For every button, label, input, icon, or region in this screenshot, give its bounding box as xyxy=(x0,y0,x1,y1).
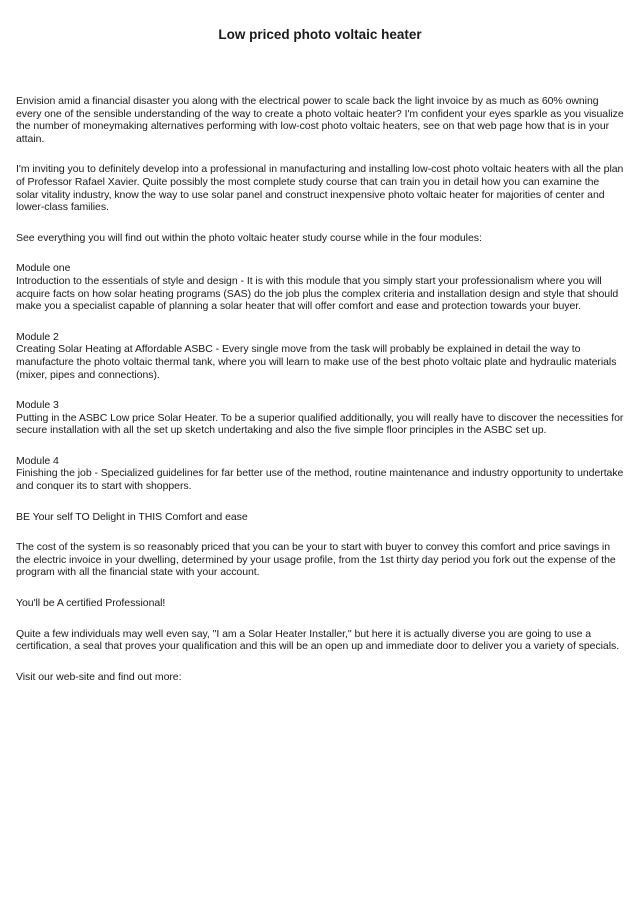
invitation-paragraph: I'm inviting you to definitely develop into a professional in manufacturing and installing low-cost photo voltaic heaters with all the plan of Professor Rafael Xavier. Quite possibly the most complete study course that can train you in detail how you can examine the solar vitality industry, know the way to use solar panel and construct inexpensive photo voltaic heater for majorities of center and lower-class families. xyxy=(16,163,624,214)
module-section xyxy=(16,331,624,381)
comfort-paragraph: BE Your self TO Delight in THIS Comfort and ease xyxy=(16,510,248,523)
document-title: Low priced photo voltaic heater xyxy=(218,27,422,42)
module-description: Finishing the job - Specialized guidelines for far better use of the method, routine maintenance and industry opportunity to undertake and conquer its to start with shoppers. xyxy=(16,467,624,493)
module-heading: Module one xyxy=(16,262,71,275)
intro-paragraph: Envision amid a financial disaster you along with the electrical power to scale back the light invoice by as much as 60% owning every one of the sensible understanding of the way to create a photo voltaic heater? I'm confident your eyes sparkle as you visualize the number of moneymaking alternatives performing with low-cost photo voltaic heaters, see on that web page how that is in your attain. xyxy=(16,95,624,145)
certified-paragraph: You'll be A certified Professional! xyxy=(16,597,166,610)
module-section xyxy=(16,399,624,437)
module-heading: Module 2 xyxy=(16,330,59,343)
visit-paragraph: Visit our web-site and find out more: xyxy=(16,670,182,683)
module-description: Creating Solar Heating at Affordable ASBC - Every single move from the task will probably be explained in detail the way to manufacture the photo voltaic thermal tank, where you will learn to make use of the best photo voltaic plate and hydraulic materials (mixer, pipes and connections). xyxy=(16,343,617,381)
module-description: Putting in the ASBC Low price Solar Heater. To be a superior qualified additionally, you will really have to discover the necessities for secure installation with all the set up sketch undertaking and also the five simple floor principles in the ASBC set up. xyxy=(16,411,624,437)
module-heading: Module 3 xyxy=(16,399,59,412)
certification-paragraph: Quite a few individuals may well even say, "I am a Solar Heater Installer," but here it is actually diverse you are going to use a certification, a seal that proves your qualification and this will be an open up and immediate door to deliver you a variety of specials. xyxy=(16,627,620,653)
module-section xyxy=(16,455,624,493)
modules-intro-paragraph: See everything you will find out within the photo voltaic heater study course while in the four modules: xyxy=(16,231,482,244)
module-section xyxy=(16,262,624,312)
module-description: Introduction to the essentials of style and design - It is with this module that you simply start your professionalism where you will acquire facts on how solar heating programs (SAS) do the job plus the complex criteria and installation design and style that should make you a specialist capable of planning a solar heater that will offer comfort and ease and protection towards your buyer. xyxy=(16,274,619,313)
document-body xyxy=(16,95,624,701)
cost-paragraph: The cost of the system is so reasonably priced that you can be your to start with buyer to convey this comfort and price savings in the electric invoice in your dwelling, determined by your usage profile, from the 1st thirty day period you fork out the expense of the program with all the financial state with your account. xyxy=(16,541,616,579)
module-heading: Module 4 xyxy=(16,454,59,467)
